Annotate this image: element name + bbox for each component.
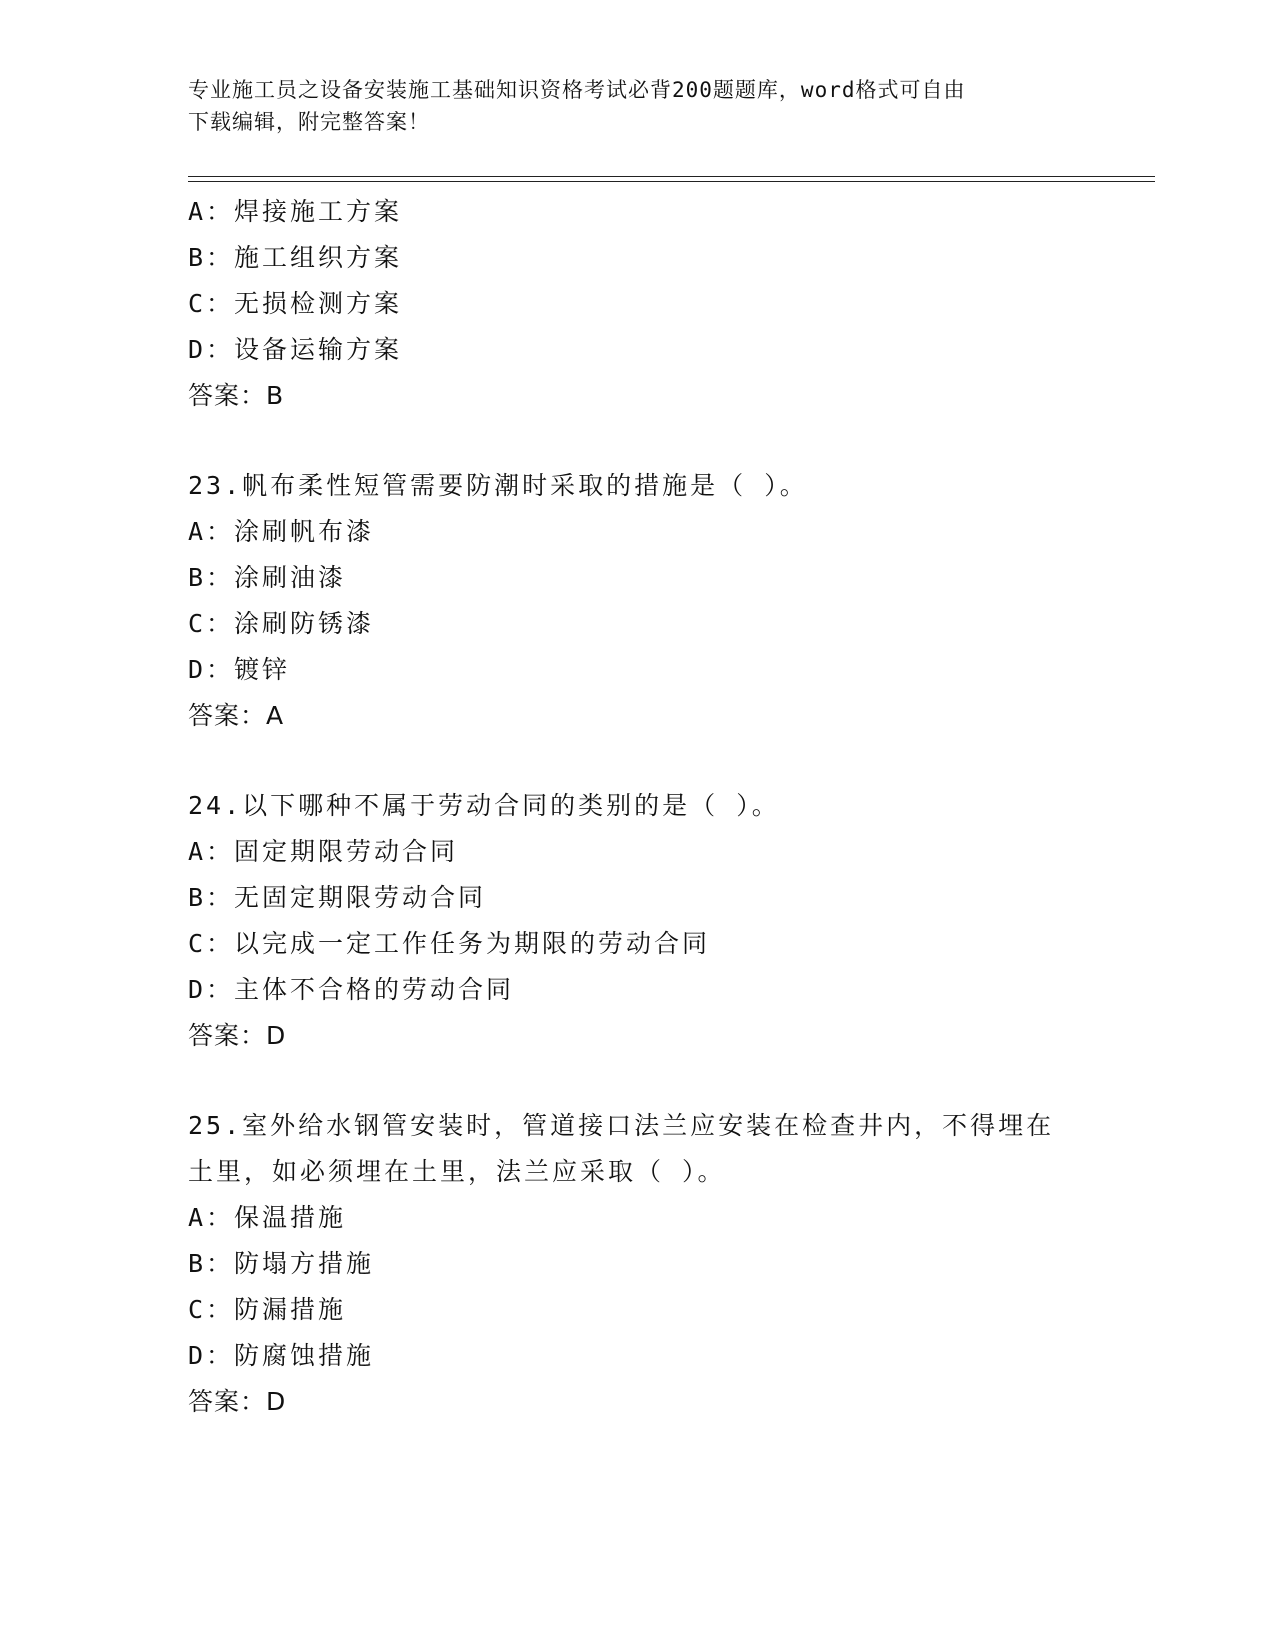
header-rule-top (188, 176, 1155, 177)
option-c: C：无损检测方案 (188, 289, 403, 318)
option-a: A：焊接施工方案 (188, 197, 403, 226)
question-24 (188, 783, 1148, 1059)
header-line-2: 下载编辑，附完整答案！ (188, 110, 430, 134)
question-22 (188, 189, 1148, 419)
spacer (188, 419, 1148, 463)
option-a: A：涂刷帆布漆 (188, 517, 375, 546)
option-c: C：以完成一定工作任务为期限的劳动合同 (188, 929, 711, 958)
option-d: D：设备运输方案 (188, 335, 403, 364)
option-d: D：防腐蚀措施 (188, 1341, 375, 1370)
option-b: B：涂刷油漆 (188, 563, 347, 592)
question-text: 23.帆布柔性短管需要防潮时采取的措施是（ ）。 (188, 471, 808, 500)
question-23 (188, 463, 1148, 739)
header-line-1: 专业施工员之设备安装施工基础知识资格考试必背200题题库，word格式可自由 (188, 78, 966, 102)
answer: 答案：D (188, 1387, 287, 1416)
option-b: B：无固定期限劳动合同 (188, 883, 487, 912)
option-d: D：镀锌 (188, 655, 291, 684)
question-text: 24.以下哪种不属于劳动合同的类别的是（ ）。 (188, 791, 780, 820)
option-a: A：固定期限劳动合同 (188, 837, 459, 866)
document-header (188, 74, 1088, 138)
answer: 答案：D (188, 1021, 287, 1050)
spacer (188, 1059, 1148, 1103)
option-a: A：保温措施 (188, 1203, 347, 1232)
question-list (188, 189, 1148, 1425)
spacer (188, 739, 1148, 783)
option-c: C：涂刷防锈漆 (188, 609, 375, 638)
question-text-line-2: 土里，如必须埋在土里，法兰应采取（ ）。 (188, 1157, 726, 1186)
question-text-line-1: 25.室外给水钢管安装时，管道接口法兰应安装在检查井内，不得埋在 (188, 1111, 1055, 1140)
answer: 答案：A (188, 701, 285, 730)
option-c: C：防漏措施 (188, 1295, 347, 1324)
option-d: D：主体不合格的劳动合同 (188, 975, 515, 1004)
question-25 (188, 1103, 1148, 1425)
header-rule-bottom (188, 181, 1155, 182)
option-b: B：施工组织方案 (188, 243, 403, 272)
option-b: B：防塌方措施 (188, 1249, 375, 1278)
answer: 答案：B (188, 381, 285, 410)
